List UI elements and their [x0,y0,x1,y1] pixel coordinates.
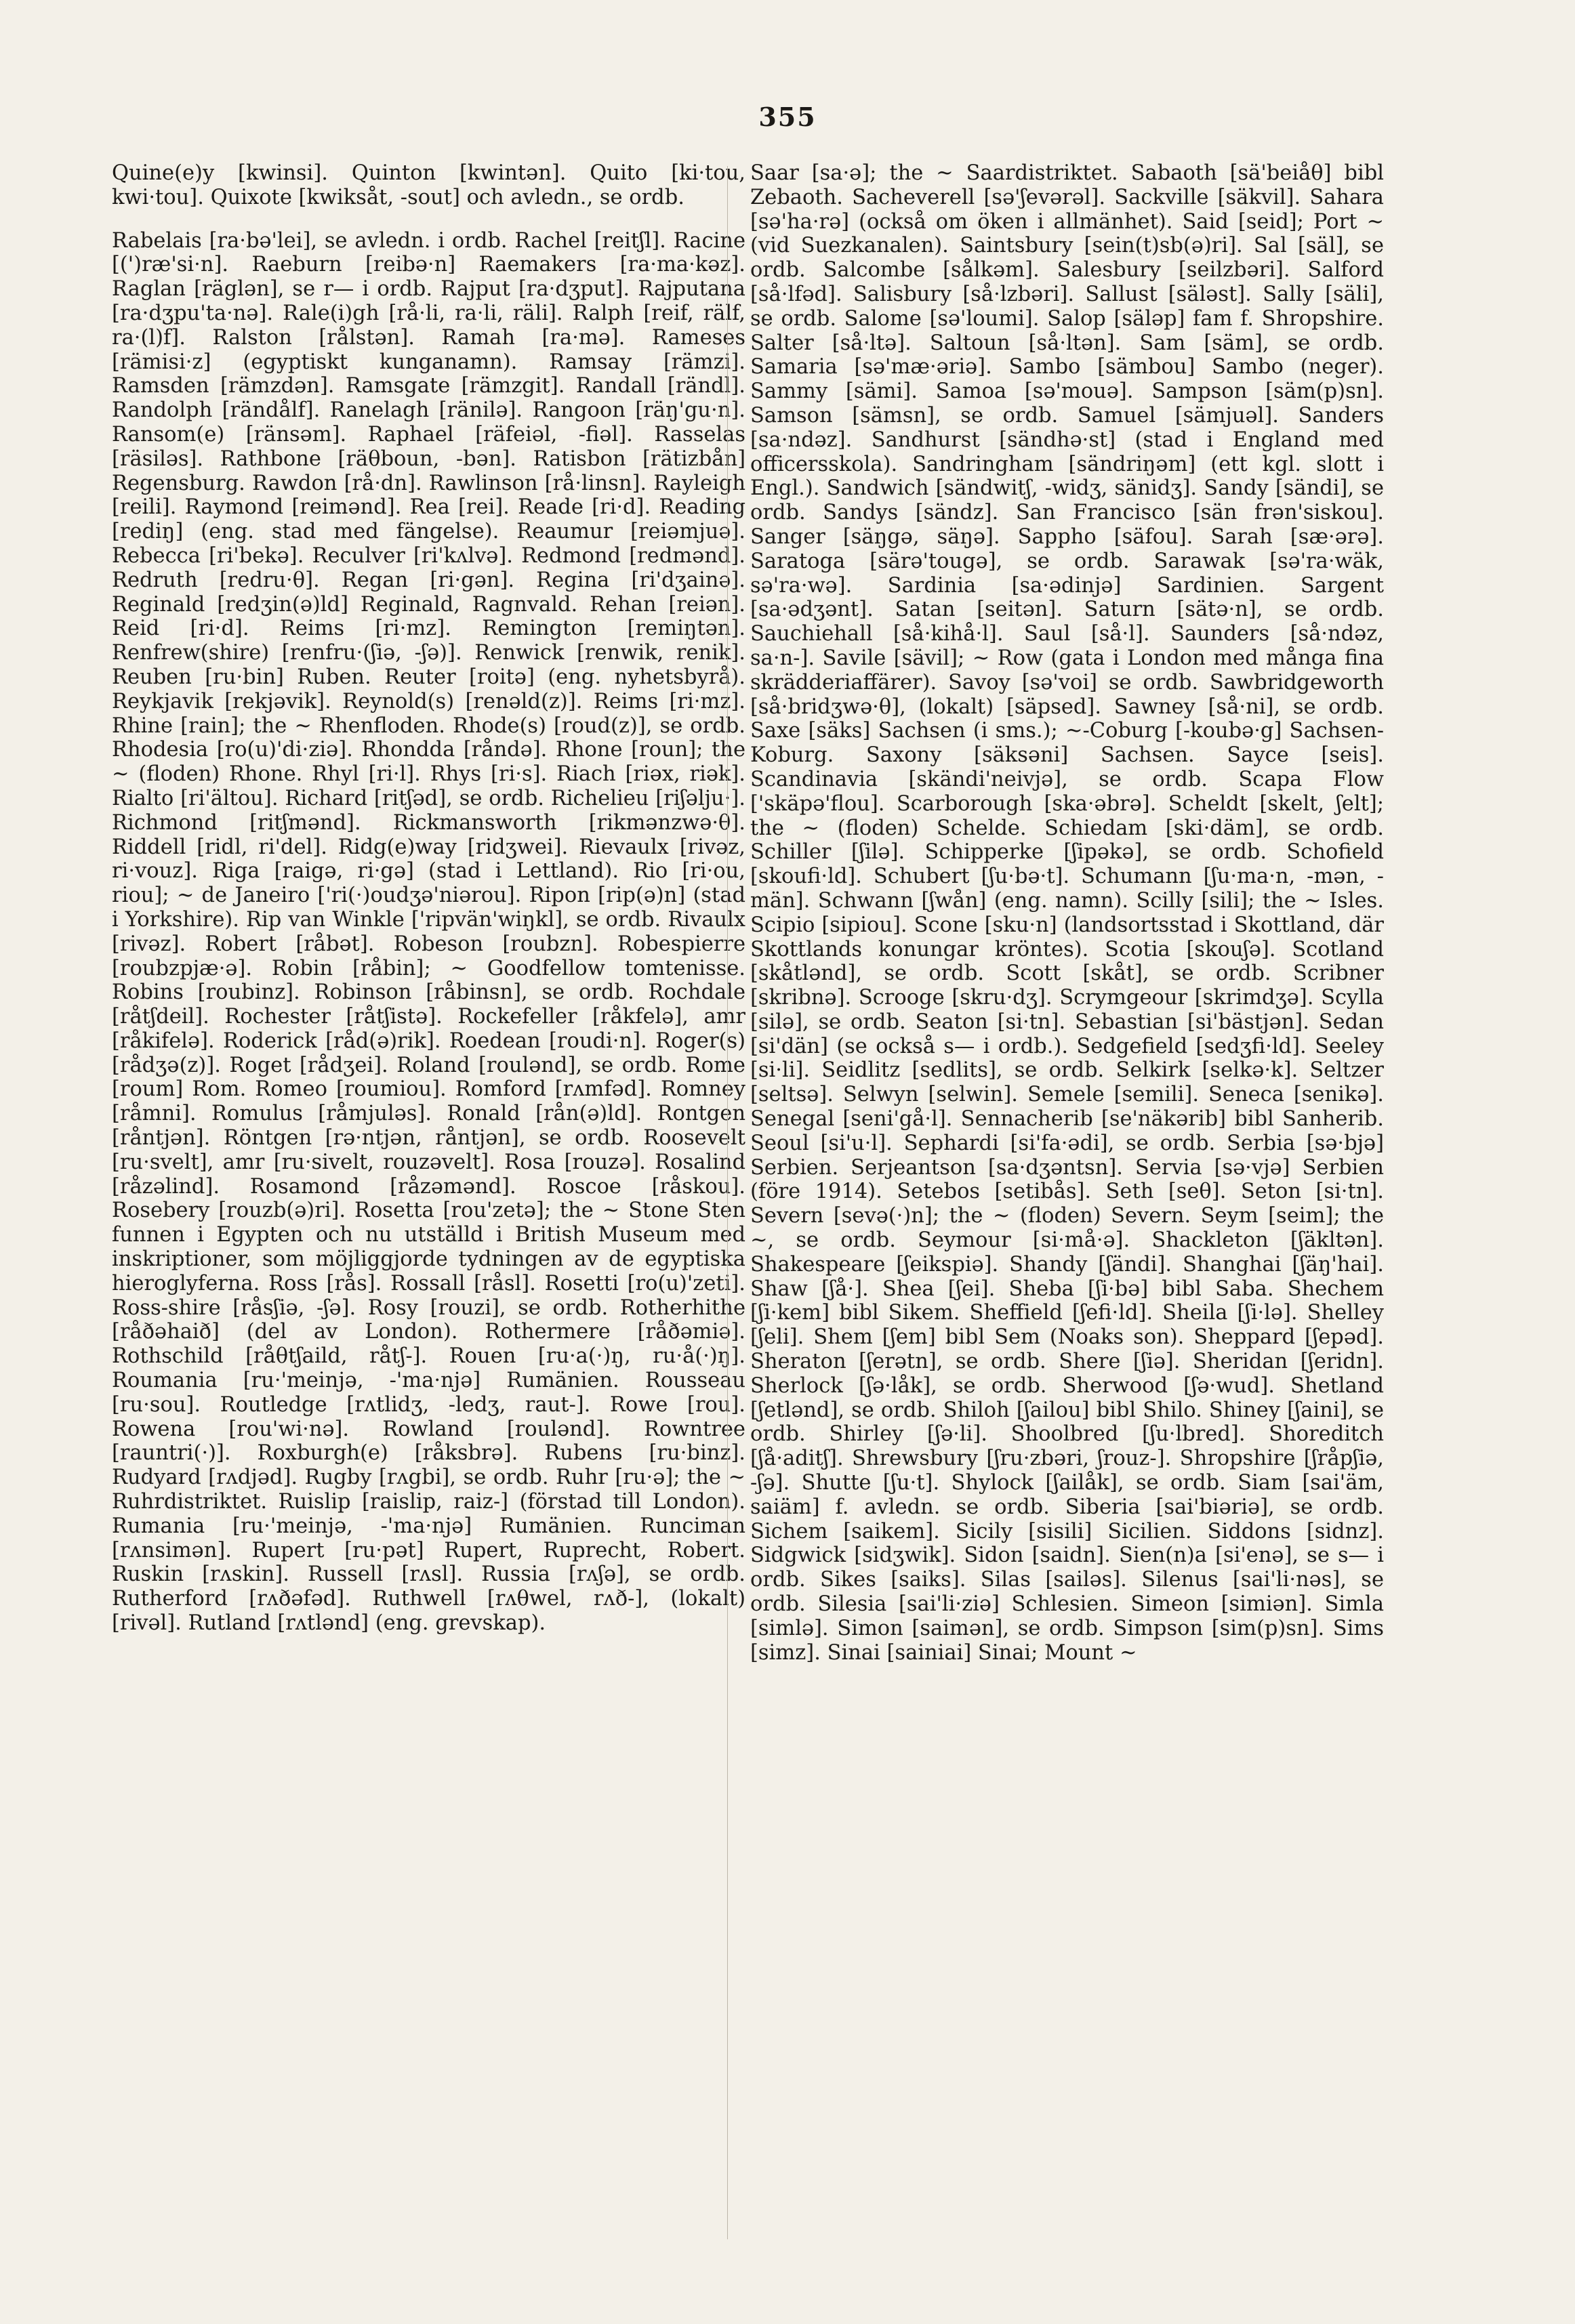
right-column [750,161,1384,2275]
left-column [112,161,745,2275]
right-paragraph-s: Saar [sa·ə]; the ~ Saardistriktet. Sabaoth [sä'beiåθ] bibl Zebaoth. Sacheverell [sə'ʃevərəl]. Sackville [säkvil]. Sahara [sə'ha·rə] (också om öken i allmänhet). Said [seid]; Port ~ (vid Suezkanalen). Saintsbury [sein(t)sb(ə)ri]. Sal [säl], se ordb. Salcombe [sålkəm]. Salesbury [seilzbəri]. Salford [så·lfəd]. Salisbury [så·lzbəri]. Sallust [säləst]. Sally [säli], se ordb. Salome [sə'loumi]. Salop [säləp] fam f. Shropshire. Salter [så·ltə]. Saltoun [så·ltən]. Sam [säm], se ordb. Samaria [sə'mæ·əriə]. Sambo [sämbou] Sambo (neger). Sammy [sämi]. Samoa [sə'mouə]. Sampson [säm(p)sn]. Samson [sämsn], se ordb. Samuel [sämjuəl]. Sanders [sa·ndəz]. Sandhurst [sändhə·st] (stad i England med officersskola). Sandringham [sändriŋəm] (ett kgl. slott i Engl.). Sandwich [sändwitʃ, -widʒ, sänidʒ]. Sandy [sändi], se ordb. Sandys [sändz]. San Francisco [sän frən'siskou]. Sanger [säŋgə, säŋə]. Sappho [säfou]. Sarah [sæ·ərə]. Saratoga [särə'tougə], se ordb. Sarawak [sə'ra·wäk, sə'ra·wə]. Sardinia [sa·ədinjə] Sardinien. Sargent [sa·ədʒənt]. Satan [seitən]. Saturn [sätə·n], se ordb. Sauchiehall [så·kihå·l]. Saul [så·l]. Saunders [så·ndəz, sa·n-]. Savile [sävil]; ~ Row (gata i London med många fina skrädderiaffärer). Savoy [sə'voi] se ordb. Sawbridgeworth [så·bridʒwə·θ], (lokalt) [säpsed]. Sawney [så·ni], se ordb. Saxe [säks] Sachsen (i sms.); ~-Coburg [-koubə·g] Sachsen-Koburg. Saxony [säksəni] Sachsen. Sayce [seis]. Scandinavia [skändi'neivjə], se ordb. Scapa Flow ['skäpə'flou]. Scarborough [ska·əbrə]. Scheldt [skelt, ʃelt]; the ~ (floden) Schelde. Schiedam [ski·däm], se ordb. Schiller [ʃilə]. Schipperke [ʃipəkə], se ordb. Schofield [skoufi·ld]. Schubert [ʃu·bə·t]. Schumann [ʃu·ma·n, -mən, -män]. Schwann [ʃwån] (eng. namn). Scilly [sili]; the ~ Isles. Scipio [sipiou]. Scone [sku·n] (landsortsstad i Skottland, där Skottlands konungar kröntes). Scotia [skouʃə]. Scotland [skåtlənd], se ordb. Scott [skåt], se ordb. Scribner [skribnə]. Scrooge [skru·dʒ]. Scrymgeour [skrimdʒə]. Scylla [silə], se ordb. Seaton [si·tn]. Sebastian [si'bästjən]. Sedan [si'dän] (se också s— i ordb.). Sedgefield [sedʒfi·ld]. Seeley [si·li]. Seidlitz [sedlits], se ordb. Selkirk [selkə·k]. Seltzer [seltsə]. Selwyn [selwin]. Semele [semili]. Seneca [senikə]. Senegal [seni'gå·l]. Sennacherib [se'näkərib] bibl Sanherib. Seoul [si'u·l]. Sephardi [si'fa·ədi], se ordb. Serbia [sə·bjə] Serbien. Serjeantson [sa·dʒəntsn]. Servia [sə·vjə] Serbien (före 1914). Setebos [setibås]. Seth [seθ]. Seton [si·tn]. Severn [sevə(·)n]; the ~ (floden) Severn. Seym [seim]; the ~, se ordb. Seymour [si·må·ə]. Shackleton [ʃäkltən]. Shakespeare [ʃeikspiə]. Shandy [ʃändi]. Shanghai [ʃäŋ'hai]. Shaw [ʃå·]. Shea [ʃei]. Sheba [ʃi·bə] bibl Saba. Shechem [ʃi·kem] bibl Sikem. Sheffield [ʃefi·ld]. Sheila [ʃi·lə]. Shelley [ʃeli]. Shem [ʃem] bibl Sem (Noaks son). Sheppard [ʃepəd]. Sheraton [ʃerətn], se ordb. Shere [ʃiə]. Sheridan [ʃeridn]. Sherlock [ʃə·låk], se ordb. Sherwood [ʃə·wud]. Shetland [ʃetlənd], se ordb. Shiloh [ʃailou] bibl Shilo. Shiney [ʃaini], se ordb. Shirley [ʃə·li]. Shoolbred [ʃu·lbred]. Shoreditch [ʃå·aditʃ]. Shrewsbury [ʃru·zbəri, ʃrouz-]. Shropshire [ʃråpʃiə, -ʃə]. Shutte [ʃu·t]. Shylock [ʃailåk], se ordb. Siam [sai'äm, saiäm] f. avledn. se ordb. Siberia [sai'biəriə], se ordb. Sichem [saikem]. Sicily [sisili] Sicilien. Siddons [sidnz]. Sidgwick [sidʒwik]. Sidon [saidn]. Sien(n)a [si'enə], se s— i ordb. Sikes [saiks]. Silas [sailəs]. Silenus [sai'li·nəs], se ordb. Silesia [sai'li·ziə] Schlesien. Simeon [simiən]. Simla [simlə]. Simon [saimən], se ordb. Simpson [sim(p)sn]. Sims [simz]. Sinai [sainiai] Sinai; Mount ~ [750,161,1384,1665]
left-paragraph-q: Quine(e)y [kwinsi]. Quinton [kwintən]. Quito [ki·tou, kwi·tou]. Quixote [kwiksåt, -sout] och avledn., se ordb. [112,161,745,209]
left-paragraph-r: Rabelais [ra·bə'lei], se avledn. i ordb. Rachel [reitʃl]. Racine [(')ræ'si·n]. Raeburn [reibə·n] Raemakers [ra·ma·kəz]. Raglan [räglən], se r— i ordb. Rajput [ra·dʒput]. Rajputana [ra·dʒpu'ta·nə]. Rale(i)gh [rå·li, ra·li, räli]. Ralph [reif, rälf, ra·(l)f]. Ralston [rålstən]. Ramah [ra·mə]. Rameses [rämisi·z] (egyptiskt kunganamn). Ramsay [rämzi]. Ramsden [rämzdən]. Ramsgate [rämzgit]. Randall [rändl]. Randolph [rändålf]. Ranelagh [ränilə]. Rangoon [räŋ'gu·n]. Ransom(e) [ränsəm]. Raphael [räfeiəl, -fiəl]. Rasselas [räsiləs]. Rathbone [räθboun, -bən]. Ratisbon [rätizbån] Regensburg. Rawdon [rå·dn]. Rawlinson [rå·linsn]. Rayleigh [reili]. Raymond [reimənd]. Rea [rei]. Reade [ri·d]. Reading [rediŋ] (eng. stad med fängelse). Reaumur [reiəmjuə]. Rebecca [ri'bekə]. Reculver [ri'kʌlvə]. Redmond [redmənd]. Redruth [redru·θ]. Regan [ri·gən]. Regina [ri'dʒainə]. Reginald [redʒin(ə)ld] Reginald, Ragnvald. Rehan [reiən]. Reid [ri·d]. Reims [ri·mz]. Remington [remiŋtən]. Renfrew(shire) [renfru·(ʃiə, -ʃə)]. Renwick [renwik, renik]. Reuben [ru·bin] Ruben. Reuter [roitə] (eng. nyhetsbyrå). Reykjavik [rekjəvik]. Reynold(s) [renəld(z)]. Reims [ri·mz]. Rhine [rain]; the ~ Rhenfloden. Rhode(s) [roud(z)], se ordb. Rhodesia [ro(u)'di·ziə]. Rhondda [råndə]. Rhone [roun]; the ~ (floden) Rhone. Rhyl [ri·l]. Rhys [ri·s]. Riach [riəx, riək]. Rialto [ri'ältou]. Richard [ritʃəd], se ordb. Richelieu [riʃəlju·]. Richmond [ritʃmənd]. Rickmansworth [rikmənzwə·θ]. Riddell [ridl, ri'del]. Ridg(e)way [ridʒwei]. Rievaulx [rivəz, ri·vouz]. Riga [raigə, ri·gə] (stad i Lettland). Rio [ri·ou, riou]; ~ de Janeiro ['ri(·)oudʒə'niərou]. Ripon [rip(ə)n] (stad i Yorkshire). Rip van Winkle ['ripvän'wiŋkl], se ordb. Rivaulx [rivəz]. Robert [råbət]. Robeson [roubzn]. Robespierre [roubzpjæ·ə]. Robin [råbin]; ~ Goodfellow tomtenisse. Robins [roubinz]. Robinson [råbinsn], se ordb. Rochdale [råtʃdeil]. Rochester [råtʃistə]. Rockefeller [råkfelə], amr [råkifelə]. Roderick [råd(ə)rik]. Roedean [roudi·n]. Roger(s) [rådʒə(z)]. Roget [rådʒei]. Roland [roulənd], se ordb. Rome [roum] Rom. Romeo [roumiou]. Romford [rʌmfəd]. Romney [råmni]. Romulus [råmjuləs]. Ronald [rån(ə)ld]. Rontgen [råntjən]. Röntgen [rə·ntjən, råntjən], se ordb. Roosevelt [ru·svelt], amr [ru·sivelt, rouzəvelt]. Rosa [rouzə]. Rosalind [råzəlind]. Rosamond [råzəmənd]. Roscoe [råskou]. Rosebery [rouzb(ə)ri]. Rosetta [rou'zetə]; the ~ Stone Sten funnen i Egypten och nu utställd i British Museum med inskriptioner, som möjliggjorde tydningen av de egyptiska hieroglyferna. Ross [rås]. Rossall [råsl]. Rosetti [ro(u)'zeti]. Ross-shire [råsʃiə, -ʃə]. Rosy [rouzi], se ordb. Rotherhithe [råðəhaið] (del av London). Rothermere [råðəmiə]. Rothschild [råθtʃaild, råtʃ-]. Rouen [ru·a(·)ŋ, ru·å(·)ŋ]. Roumania [ru·'meinjə, -'ma·njə] Rumänien. Rousseau [ru·sou]. Routledge [rʌtlidʒ, -ledʒ, raut-]. Rowe [rou]. Rowena [rou'wi·nə]. Rowland [roulənd]. Rowntree [rauntri(·)]. Roxburgh(e) [råksbrə]. Rubens [ru·binz]. Rudyard [rʌdjəd]. Rugby [rʌgbi], se ordb. Ruhr [ru·ə]; the ~ Ruhrdistriktet. Ruislip [raislip, raiz-] (förstad till London). Rumania [ru·'meinjə, -'ma·njə] Rumänien. Runciman [rʌnsimən]. Rupert [ru·pət] Rupert, Ruprecht, Robert. Ruskin [rʌskin]. Russell [rʌsl]. Russia [rʌʃə], se ordb. Rutherford [rʌðəfəd]. Ruthwell [rʌθwel, rʌð-], (lokalt) [rivəl]. Rutland [rʌtlənd] (eng. grevskap). [112,228,745,1636]
page-number: 355 [758,102,817,132]
column-divider [727,166,728,2239]
